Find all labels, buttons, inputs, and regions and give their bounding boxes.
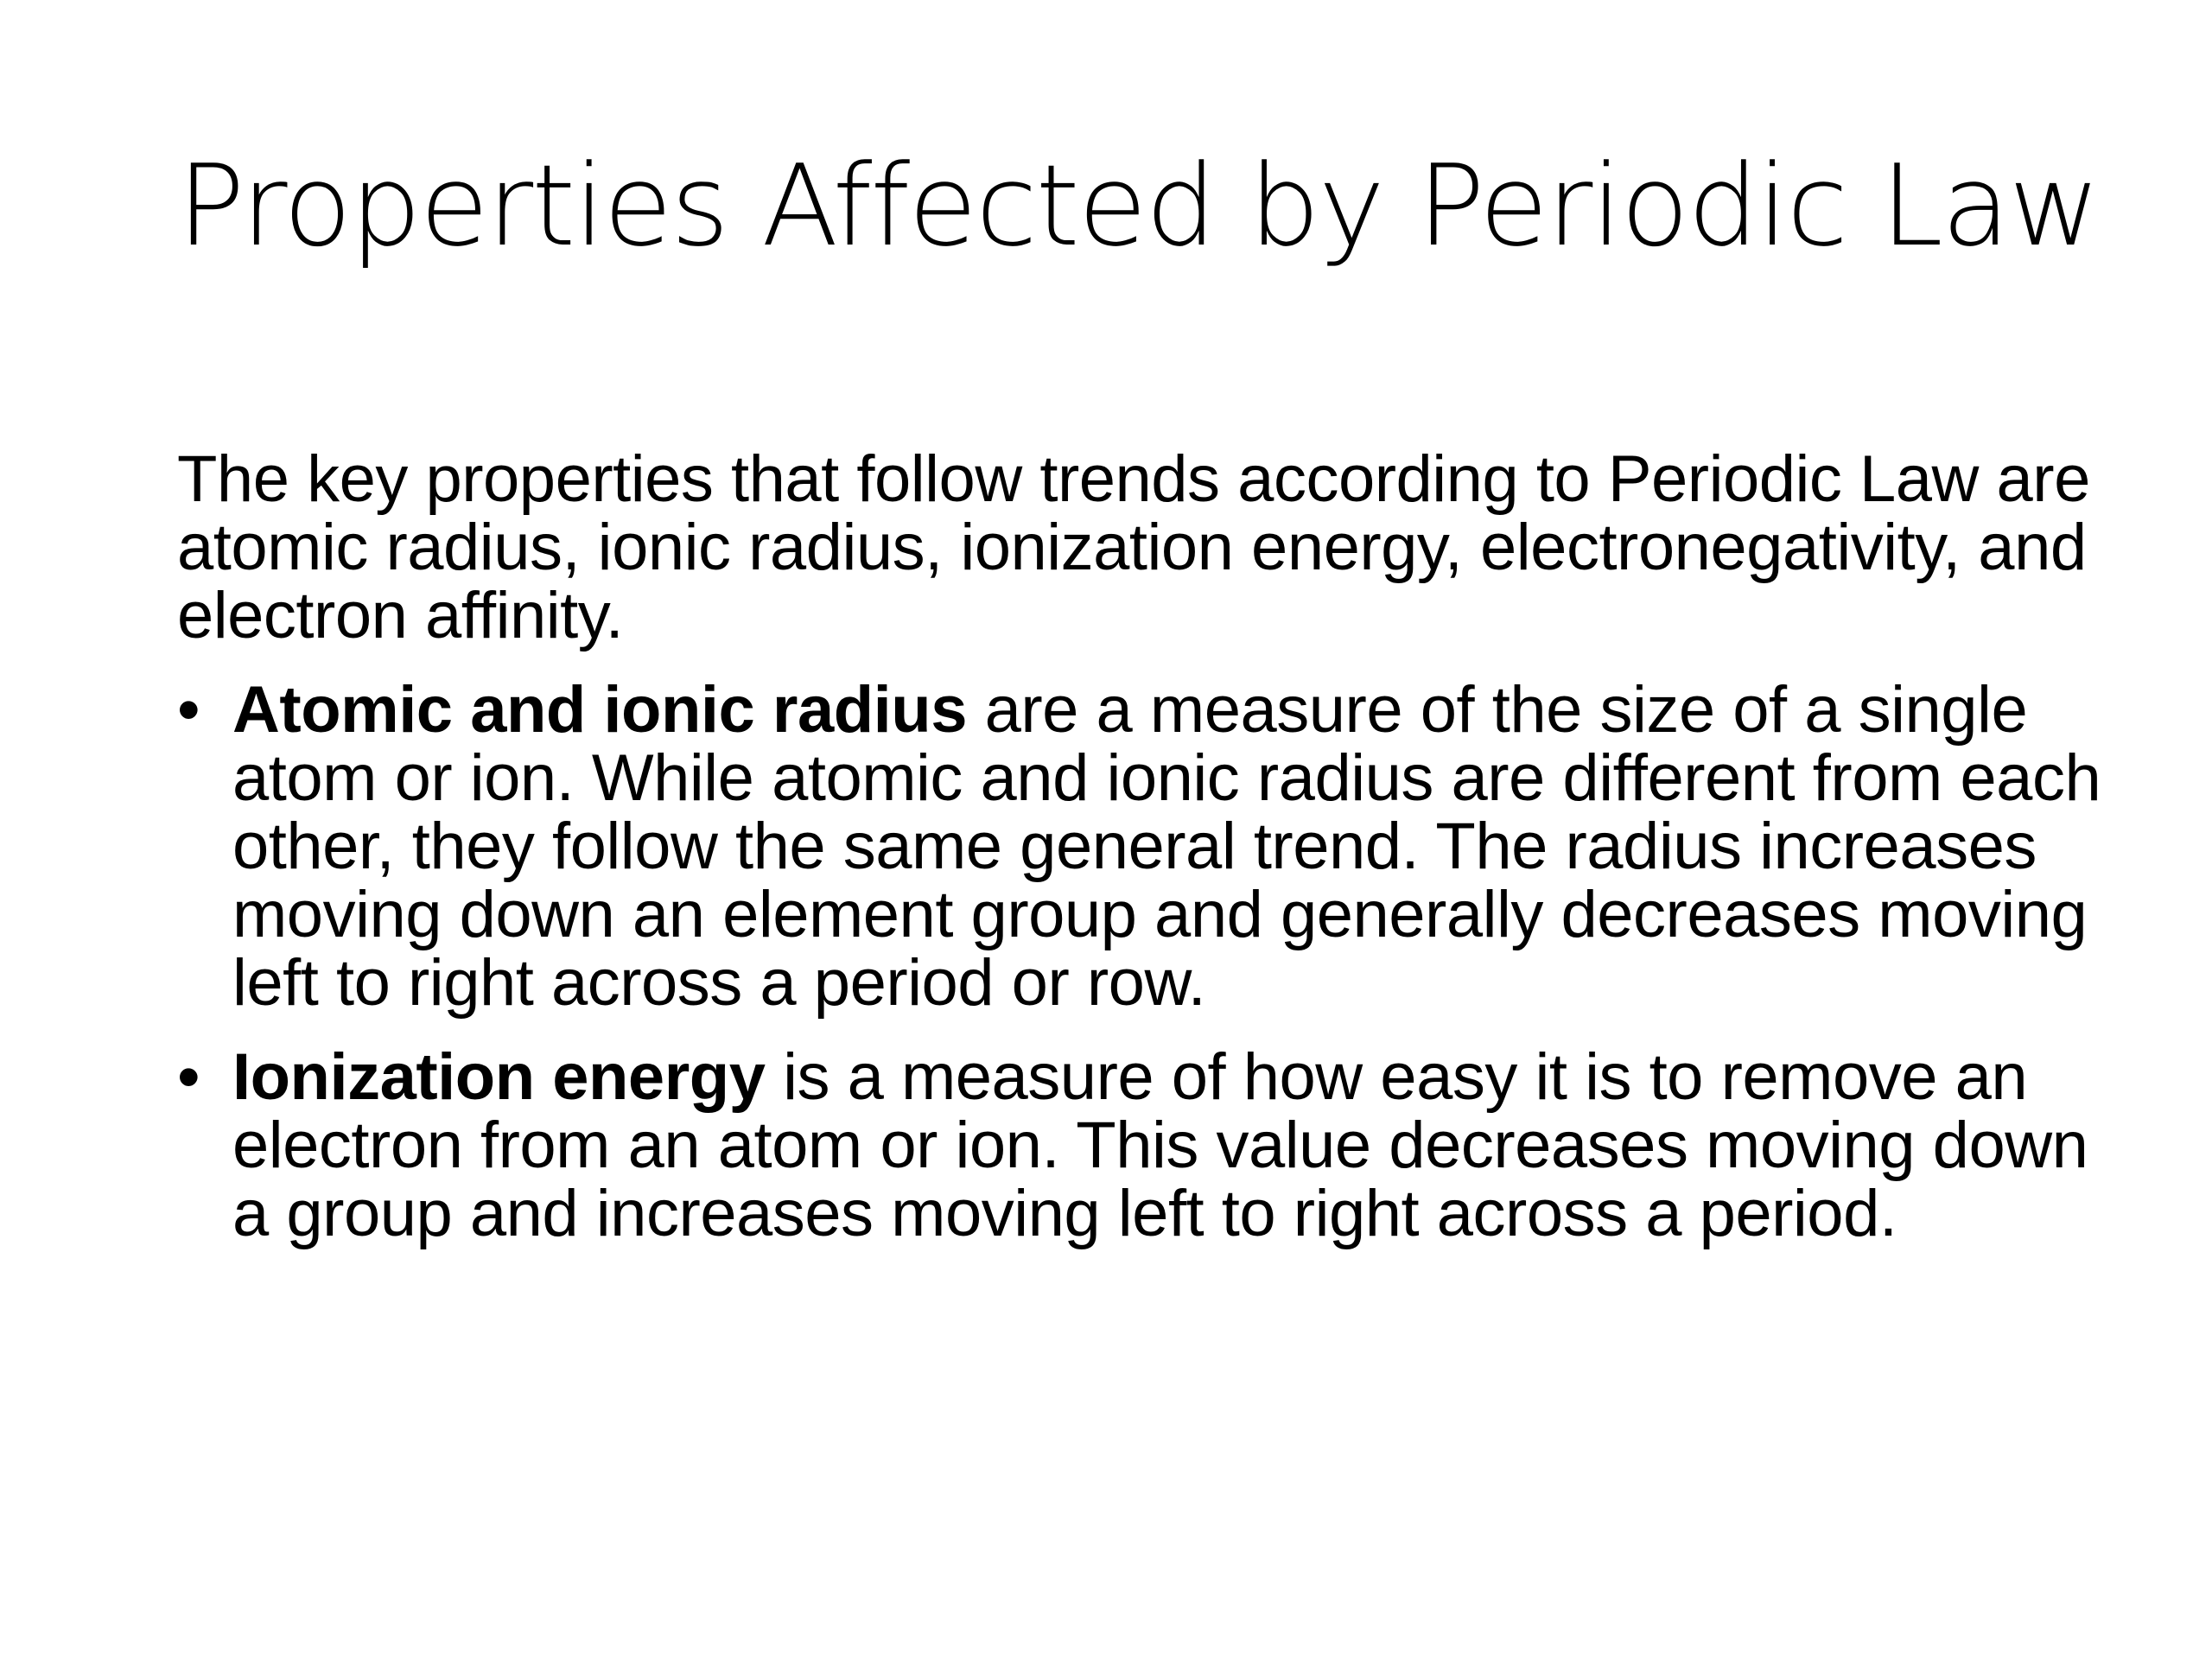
bullet-term: Ionization energy xyxy=(232,1040,766,1114)
bullet-item-atomic-ionic-radius xyxy=(177,673,2104,1020)
intro-paragraph: The key properties that follow trends according to Periodic Law are atomic radius, ionic radius, ionization energy, electronegativity, and electron affinity. xyxy=(177,442,2090,652)
bullet-marker: • xyxy=(177,1040,200,1114)
bullet-list xyxy=(177,673,2104,1250)
slide-body xyxy=(177,442,2104,1274)
bullet-marker: • xyxy=(177,673,200,747)
bullet-text: is a measure of how easy it is to remove an electron from an atom or ion. This value decreases moving down a group and increases moving left to right across a period. xyxy=(232,1040,2088,1250)
bullet-item-ionization-energy xyxy=(177,1040,2104,1250)
bullet-term: Atomic and ionic radius xyxy=(232,673,967,747)
slide-title: Properties Affected by Periodic Law xyxy=(177,140,2099,271)
bullet-text: are a measure of the size of a single atom or ion. While atomic and ionic radius are different from each other, they follow the same general trend. The radius increases moving down an element group and generally decreases moving left to right across a period or row. xyxy=(232,673,2101,1020)
